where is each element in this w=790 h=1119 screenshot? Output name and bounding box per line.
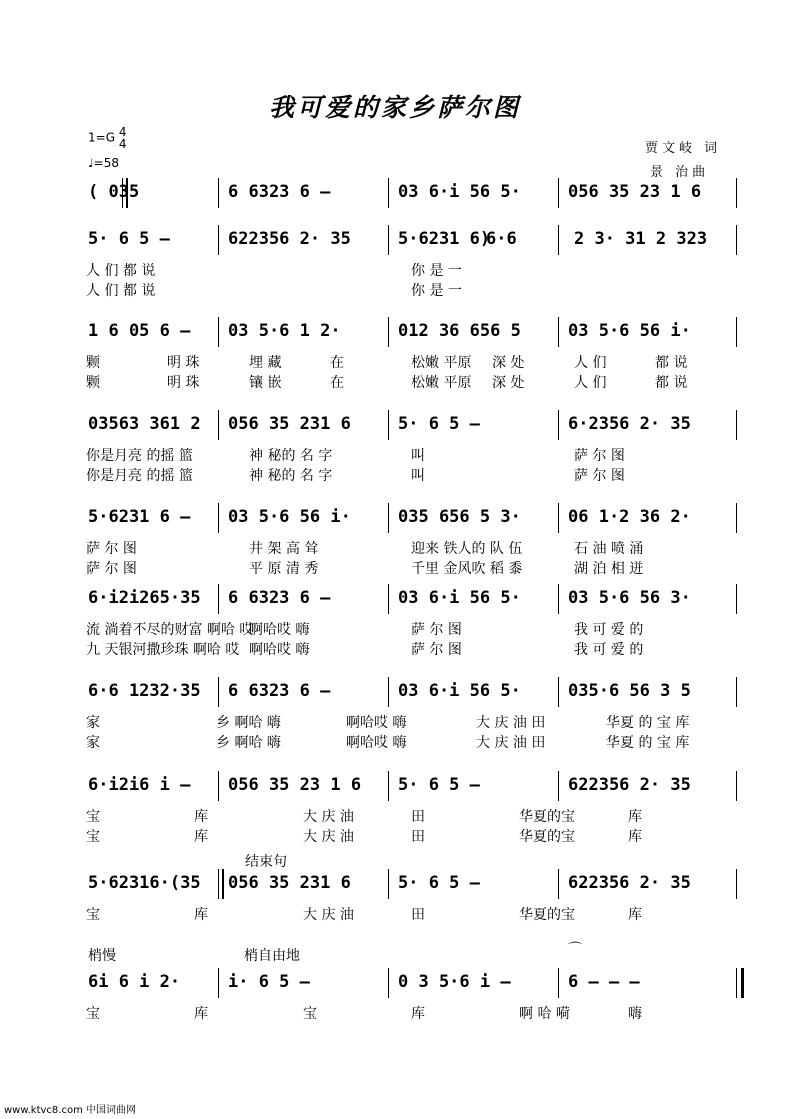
bar-line	[558, 410, 559, 440]
lyric-word: 库	[194, 809, 208, 825]
bar-line	[388, 968, 389, 998]
measure-notes: 1 6 05 6 –	[88, 321, 191, 341]
notation-row	[84, 507, 744, 533]
bar-line	[388, 225, 389, 255]
measure-notes: 03 5·6 56 i·	[568, 321, 691, 341]
measure-notes: 5·62316·(35	[88, 873, 201, 893]
lyric-word: 华夏的宝	[519, 907, 575, 923]
lyric-word: 宝	[86, 907, 100, 923]
lyric-word: 宝	[303, 1006, 317, 1022]
lyric-word: 大 庆 油	[303, 829, 354, 845]
measure-notes: 056 35 231 6	[228, 873, 351, 893]
lyric-word: 迎来 铁人的 队 伍	[411, 541, 523, 557]
bar-line	[736, 677, 737, 707]
lyric-word: 湖 泊 相 迸	[574, 561, 644, 577]
measure-notes: ( 035	[88, 182, 140, 202]
notation-row	[84, 414, 744, 440]
annotation-slow: 梢慢	[88, 948, 116, 964]
lyric-word: 人 们 都 说	[86, 263, 156, 279]
annotation-ending: 结束句	[245, 854, 287, 870]
lyric-word: 人 们 都 说	[86, 283, 156, 299]
measure-notes: 03 6·i 56 5·	[398, 681, 521, 701]
lyric-word: 明 珠	[167, 355, 200, 371]
bar-line	[388, 584, 389, 614]
lyric-word: 你 是 一	[411, 263, 462, 279]
measure-notes: 03 5·6 56 3·	[568, 588, 691, 608]
measure-notes: 6·i2i265·35	[88, 588, 201, 608]
bar-line	[388, 677, 389, 707]
lyric-word: 萨 尔 图	[574, 468, 625, 484]
time-top: 4	[118, 125, 127, 139]
notation-row	[84, 321, 744, 347]
lyric-word: 库	[194, 907, 208, 923]
lyric-word: 你是月亮 的摇 篮	[86, 448, 193, 464]
lyric-word: 萨 尔 图	[86, 541, 137, 557]
bar-line	[218, 317, 219, 347]
lyric-word: 家	[86, 735, 100, 751]
measure-notes: 035·6 56 3 5	[568, 681, 691, 701]
lyric-word: 埋 藏	[249, 355, 282, 371]
lyric-word: 在	[330, 355, 344, 371]
key-label: 1=G	[88, 130, 115, 145]
lyric-word: 华夏的宝	[519, 809, 575, 825]
bar-line	[736, 410, 737, 440]
lyric-word: 叫	[411, 468, 425, 484]
quarter-note-icon: ♩	[88, 156, 94, 170]
lyric-word: 田	[411, 809, 425, 825]
time-bottom: 4	[118, 137, 127, 151]
final-bar-line	[736, 968, 744, 998]
lyric-word: 松嫩 平原	[411, 375, 472, 391]
composer-credit: 景 治曲	[650, 165, 710, 180]
lyric-word: 萨 尔 图	[411, 622, 462, 638]
bar-line	[218, 410, 219, 440]
repeat-bar-line	[218, 869, 224, 899]
measure-notes: 035 656 5 3·	[398, 507, 521, 527]
tempo-marking	[88, 156, 119, 170]
lyric-word: 石 油 喷 涌	[574, 541, 644, 557]
lyric-word: 萨 尔 图	[411, 642, 462, 658]
lyric-word: 乡 啊哈 嗨	[216, 715, 281, 731]
bar-line	[558, 503, 559, 533]
bar-line	[558, 869, 559, 899]
measure-notes: 6i 6 i 2·	[88, 972, 181, 992]
lyric-word: 颗	[86, 355, 100, 371]
measure-notes: 6 6323 6 –	[228, 182, 331, 202]
lyric-word: 库	[628, 907, 642, 923]
bar-line	[558, 584, 559, 614]
measure-notes: 5· 6 5 –	[88, 229, 170, 249]
lyric-word: 大 庆 油	[303, 809, 354, 825]
bar-line	[736, 869, 737, 899]
measure-notes: 0 3 5·6 i –	[398, 972, 511, 992]
measure-notes: 5· 6 5 –	[398, 414, 480, 434]
lyric-word: 嗨	[628, 1006, 642, 1022]
bar-line	[388, 503, 389, 533]
lyric-word: 库	[628, 829, 642, 845]
lyric-word: 你是月亮 的摇 篮	[86, 468, 193, 484]
lyric-word: 神 秘的 名 字	[249, 448, 333, 464]
bar-line	[736, 584, 737, 614]
bar-line	[388, 178, 389, 208]
bar-line	[558, 677, 559, 707]
lyric-word: 我 可 爱 的	[574, 642, 644, 658]
annotation-free: 梢自由地	[244, 948, 300, 964]
lyric-word: 萨 尔 图	[86, 561, 137, 577]
lyric-word: 颗	[86, 375, 100, 391]
measure-notes: 6 – – –	[568, 972, 640, 992]
measure-notes: 622356 2· 35	[228, 229, 351, 249]
lyric-word: 宝	[86, 1006, 100, 1022]
bar-line	[218, 968, 219, 998]
bar-line	[388, 771, 389, 801]
lyric-word: 平 原 清 秀	[249, 561, 319, 577]
bar-line	[388, 410, 389, 440]
lyric-word: 我 可 爱 的	[574, 622, 644, 638]
lyricist-credit: 贾文岐 词	[645, 141, 722, 156]
lyric-word: 都 说	[655, 375, 688, 391]
bar-line	[218, 178, 219, 208]
lyric-word: 人 们	[574, 375, 607, 391]
lyric-word: 九 天银河撒珍珠 啊哈 哎	[86, 642, 240, 658]
lyric-word: 啊 哈 嗬	[519, 1006, 570, 1022]
lyric-word: 松嫩 平原	[411, 355, 472, 371]
bar-line	[558, 317, 559, 347]
bar-line	[388, 317, 389, 347]
measure-notes: 6·6 1232·35	[88, 681, 201, 701]
lyric-word: 华夏 的 宝 库	[606, 715, 690, 731]
bar-line	[558, 178, 559, 208]
footer-source: www.ktvc8.com 中国词曲网	[4, 1105, 137, 1116]
notation-row	[84, 681, 744, 707]
lyric-word: 人 们	[574, 355, 607, 371]
lyric-word: 都 说	[655, 355, 688, 371]
lyric-word: 在	[330, 375, 344, 391]
notation-row	[84, 775, 744, 801]
time-signature	[119, 126, 127, 150]
lyric-word: 华夏的宝	[519, 829, 575, 845]
notation-row	[84, 229, 744, 255]
measure-notes: 012 36 656 5	[398, 321, 521, 341]
lyric-word: 镶 嵌	[249, 375, 282, 391]
measure-notes: 5·6231 6 –	[88, 507, 191, 527]
measure-notes: i· 6 5 –	[228, 972, 310, 992]
repeat-bar-line	[122, 178, 128, 208]
bar-line	[736, 225, 737, 255]
bar-line	[218, 503, 219, 533]
tempo-value: =58	[93, 156, 119, 170]
measure-notes: 6·6	[486, 229, 517, 249]
measure-notes: 6·2356 2· 35	[568, 414, 691, 434]
lyric-word: 千里 金风吹 稻 黍	[411, 561, 523, 577]
lyric-word: 库	[628, 809, 642, 825]
lyric-word: 大 庆 油 田	[476, 715, 546, 731]
measure-notes: 622356 2· 35	[568, 873, 691, 893]
lyric-word: 啊哈哎 嗨	[346, 735, 407, 751]
key-signature	[88, 126, 126, 150]
bar-line	[218, 677, 219, 707]
fermata-icon: ⌒	[568, 942, 582, 958]
notation-row	[84, 182, 744, 208]
measure-notes: 03 6·i 56 5·	[398, 182, 521, 202]
lyric-word: 啊哈哎 嗨	[249, 622, 310, 638]
lyric-word: 乡 啊哈 嗨	[216, 735, 281, 751]
measure-notes: 03 5·6 1 2·	[228, 321, 341, 341]
lyric-word: 啊哈哎 嗨	[249, 642, 310, 658]
lyric-word: 大 庆 油 田	[476, 735, 546, 751]
bar-line	[558, 771, 559, 801]
bar-line	[736, 771, 737, 801]
lyric-word: 叫	[411, 448, 425, 464]
lyric-word: 大 庆 油	[303, 907, 354, 923]
lyric-word: 华夏 的 宝 库	[606, 735, 690, 751]
measure-notes: 03 5·6 56 i·	[228, 507, 351, 527]
measure-notes: 056 35 231 6	[228, 414, 351, 434]
lyric-word: 井 架 高 耸	[249, 541, 319, 557]
measure-notes: 5· 6 5 –	[398, 775, 480, 795]
bar-line	[558, 225, 559, 255]
lyric-word: 啊哈哎 嗨	[346, 715, 407, 731]
lyric-word: 明 珠	[167, 375, 200, 391]
bar-line	[388, 869, 389, 899]
notation-row	[84, 588, 744, 614]
lyric-word: 库	[411, 1006, 425, 1022]
bar-line	[736, 503, 737, 533]
bar-line	[736, 178, 737, 208]
bar-line	[218, 771, 219, 801]
lyric-word: 宝	[86, 809, 100, 825]
measure-notes: 5·6231 6)	[398, 229, 491, 249]
bar-line	[736, 317, 737, 347]
measure-notes: 5· 6 5 –	[398, 873, 480, 893]
lyric-word: 田	[411, 907, 425, 923]
notation-row	[84, 873, 744, 899]
lyric-word: 田	[411, 829, 425, 845]
lyric-word: 神 秘的 名 字	[249, 468, 333, 484]
lyric-word: 萨 尔 图	[574, 448, 625, 464]
lyric-word: 库	[194, 1006, 208, 1022]
measure-notes: 622356 2· 35	[568, 775, 691, 795]
measure-notes: 6 6323 6 –	[228, 588, 331, 608]
measure-notes: 056 35 23 1 6	[568, 182, 702, 202]
lyric-word: 你 是 一	[411, 283, 462, 299]
bar-line	[218, 225, 219, 255]
measure-notes: 03 6·i 56 5·	[398, 588, 521, 608]
notation-row	[84, 972, 744, 998]
lyric-word: 深 处	[492, 355, 525, 371]
lyric-word: 库	[194, 829, 208, 845]
measure-notes: 2 3· 31 2 323	[574, 229, 708, 249]
measure-notes: 03563 361 2	[88, 414, 201, 434]
bar-line	[558, 968, 559, 998]
measure-notes: 056 35 23 1 6	[228, 775, 362, 795]
lyric-word: 深 处	[492, 375, 525, 391]
measure-notes: 06 1·2 36 2·	[568, 507, 691, 527]
bar-line	[218, 584, 219, 614]
measure-notes: 6 6323 6 –	[228, 681, 331, 701]
measure-notes: 6·i2i6 i –	[88, 775, 191, 795]
lyric-word: 流 淌着不尽的财富 啊哈 哎	[86, 622, 254, 638]
song-title: 我可爱的家乡萨尔图	[268, 93, 521, 122]
lyric-word: 家	[86, 715, 100, 731]
lyric-word: 宝	[86, 829, 100, 845]
